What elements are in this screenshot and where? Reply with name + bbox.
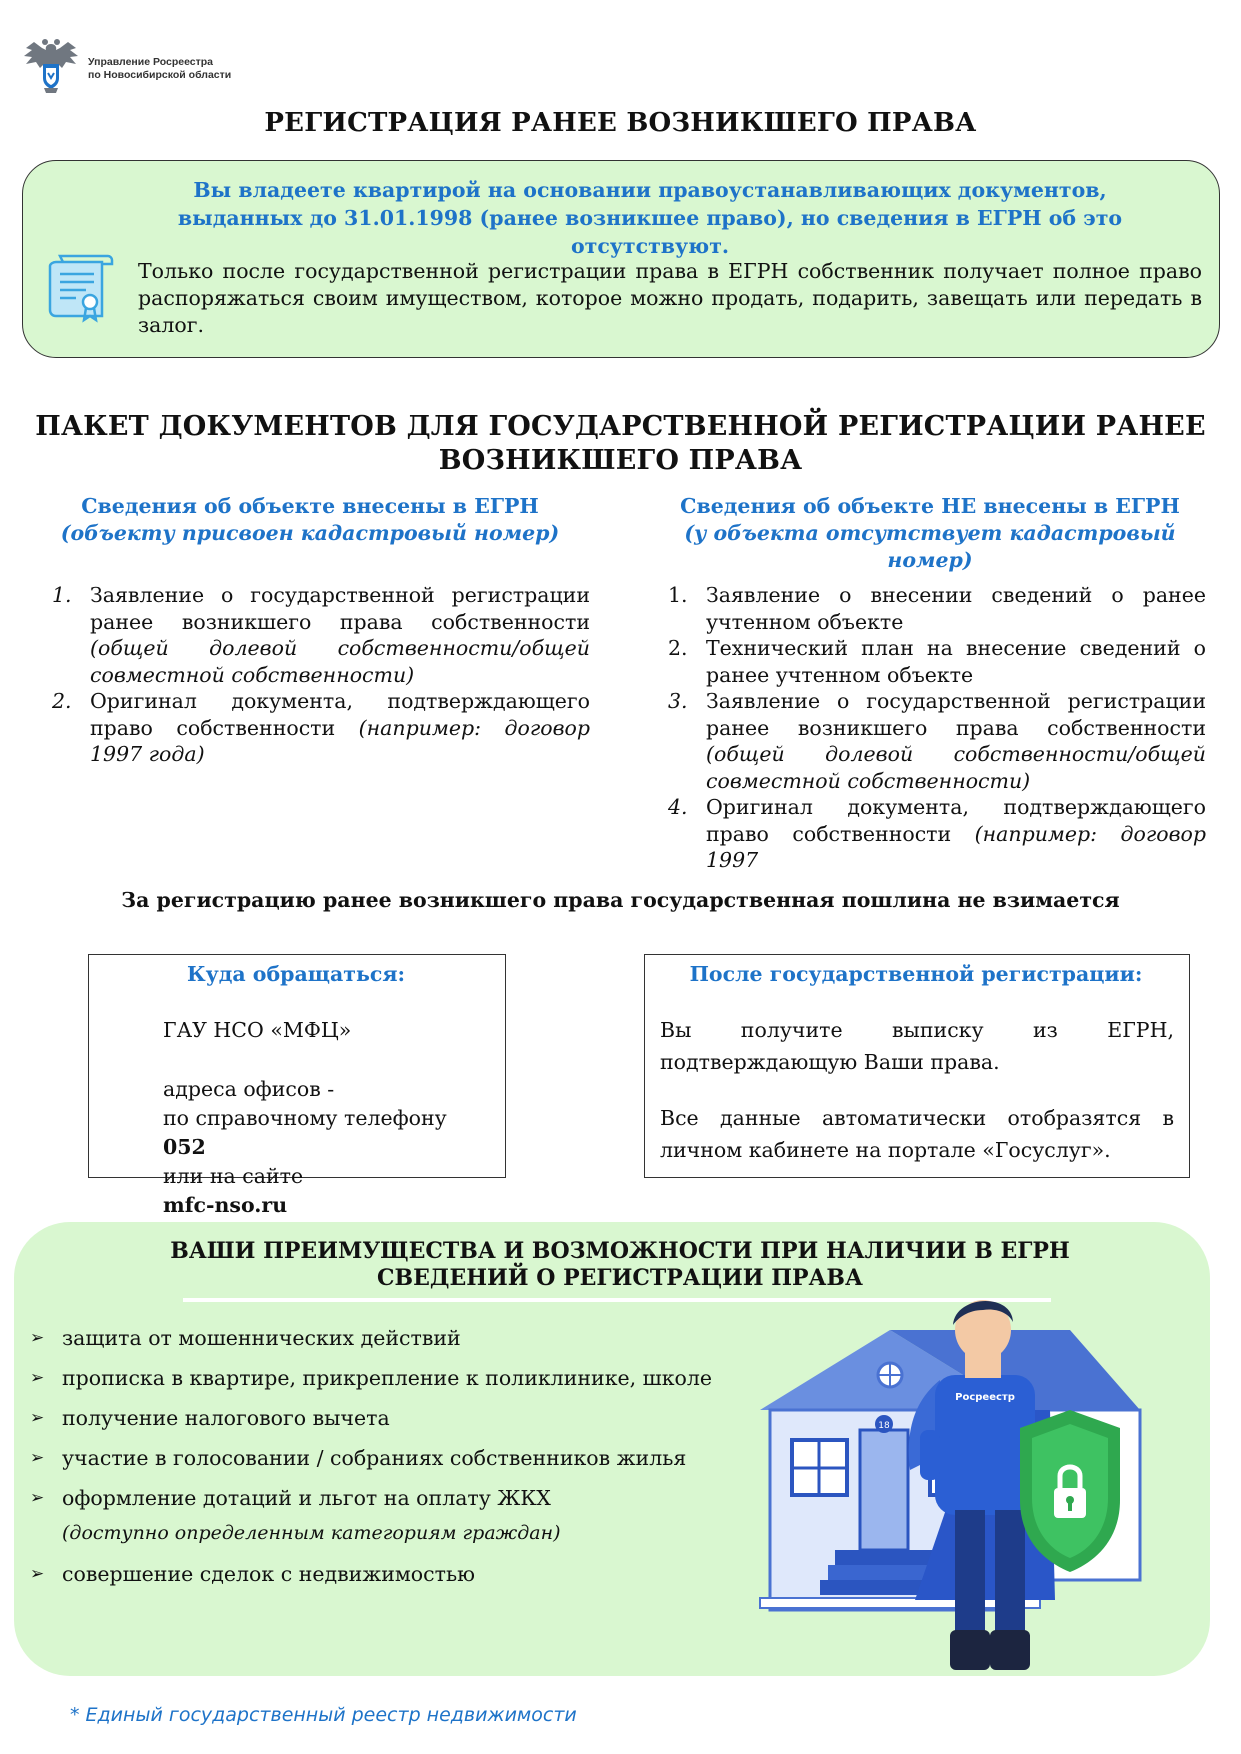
intro-lead-line-1: Вы владеете квартирой на основании правоустанавливающих документов, bbox=[193, 178, 1107, 202]
advantage-text: участие в голосовании / собраниях собственников жилья bbox=[62, 1446, 687, 1470]
footnote: * Единый государственный реестр недвижимости bbox=[70, 1704, 577, 1726]
cape-text: Росреестр bbox=[955, 1392, 1015, 1403]
list-item bbox=[30, 1438, 730, 1478]
phone-number: 052 bbox=[163, 1135, 206, 1159]
list-item-text: Заявление о государственной регистрации ранее возникшего права собственности bbox=[90, 583, 590, 634]
fee-notice: За регистрацию ранее возникшего права государственная пошлина не взимается bbox=[121, 888, 1120, 912]
addr-line-3 bbox=[163, 1162, 447, 1220]
right-column-subhead: (у объекта отсутствует кадастровый номер) bbox=[684, 521, 1176, 572]
left-column-head: Сведения об объекте внесены в ЕГРН bbox=[81, 494, 539, 518]
list-item-note: (общей долевой собственности/общей совместной собственности) bbox=[706, 742, 1206, 793]
documents-package-title-line-2: ВОЗНИКШЕГО ПРАВА bbox=[438, 445, 803, 476]
left-documents-list bbox=[52, 582, 590, 768]
left-column-heading bbox=[50, 493, 570, 547]
list-item-text: Технический план на внесение сведений о ранее учтенном объекте bbox=[706, 636, 1206, 687]
list-item bbox=[668, 794, 1206, 874]
list-item bbox=[30, 1398, 730, 1438]
advantages-title-line-2: СВЕДЕНИЙ О РЕГИСТРАЦИИ ПРАВА bbox=[377, 1265, 863, 1291]
list-item bbox=[30, 1358, 730, 1398]
addr-line-2 bbox=[163, 1104, 447, 1162]
advantage-text: защита от мошеннических действий bbox=[62, 1326, 461, 1350]
arrow-bullet-icon: ➢ bbox=[30, 1488, 45, 1508]
advantage-text: прописка в квартире, прикрепление к поликлинике, школе bbox=[62, 1366, 713, 1390]
intro-lead-line-2: выданных до 31.01.1998 (ранее возникшее право), но сведения в ЕГРН об это отсутствуют. bbox=[177, 206, 1123, 258]
advantages-list bbox=[30, 1318, 730, 1594]
right-documents-list-viewport bbox=[668, 582, 1206, 872]
advantage-text: совершение сделок с недвижимостью bbox=[62, 1562, 475, 1586]
site-link[interactable]: mfc-nso.ru bbox=[163, 1193, 288, 1217]
advantage-text: получение налогового вычета bbox=[62, 1406, 390, 1430]
list-number: 1. bbox=[668, 583, 688, 607]
advantage-note: (доступно определенным категориям граждан) bbox=[62, 1522, 561, 1544]
after-registration-paragraph-1: Вы получите выписку из ЕГРН, подтверждающую Ваши права. bbox=[660, 1018, 1174, 1074]
list-item-text: Заявление о государственной регистрации ранее возникшего права собственности bbox=[706, 689, 1206, 740]
arrow-bullet-icon: ➢ bbox=[30, 1564, 45, 1584]
documents-package-title-line-1: ПАКЕТ ДОКУМЕНТОВ ДЛЯ ГОСУДАРСТВЕННОЙ РЕГИСТРАЦИИ РАНЕЕ bbox=[35, 411, 1206, 442]
where-to-apply-title: Куда обращаться: bbox=[186, 962, 406, 986]
intro-text: Только после государственной регистрации права в ЕГРН собственник получает полное право распоряжаться своим имуществом, которое можно продать, подарить, завещать или передать в залог. bbox=[138, 259, 1202, 337]
right-documents-list bbox=[668, 582, 1206, 874]
rosreestr-eagle-logo bbox=[20, 38, 82, 94]
list-item-note: (например: договор 1997 bbox=[706, 821, 1206, 872]
house-number: 18 bbox=[878, 1421, 890, 1431]
list-item-text: Оригинал документа, подтверждающего право собственности bbox=[90, 689, 590, 740]
advantages-title-line-1: ВАШИ ПРЕИМУЩЕСТВА И ВОЗМОЖНОСТИ ПРИ НАЛИЧИИ В ЕГРН bbox=[170, 1238, 1070, 1264]
list-item-note: (общей долевой собственности/общей совместной собственности) bbox=[90, 636, 590, 687]
list-item-text: Оригинал документа, подтверждающего право собственности bbox=[706, 795, 1206, 846]
advantages-title bbox=[120, 1238, 1120, 1292]
list-item-note: (например: договор 1997 года) bbox=[90, 715, 590, 766]
list-item bbox=[668, 635, 1206, 688]
list-number: 1. bbox=[52, 583, 72, 607]
right-column-head: Сведения об объекте НЕ внесены в ЕГРН bbox=[680, 494, 1180, 518]
list-item-text: Заявление о внесении сведений о ранее учтенном объекте bbox=[706, 583, 1206, 634]
arrow-bullet-icon: ➢ bbox=[30, 1448, 45, 1468]
list-number: 3. bbox=[668, 689, 688, 713]
after-registration-title: После государственной регистрации: bbox=[689, 962, 1143, 986]
org-line-2: по Новосибирской области bbox=[88, 69, 232, 81]
documents-package-title bbox=[0, 410, 1241, 478]
intro-lead bbox=[120, 176, 1180, 260]
arrow-bullet-icon: ➢ bbox=[30, 1368, 45, 1388]
list-number: 2. bbox=[668, 636, 688, 660]
right-column-heading bbox=[650, 493, 1210, 574]
list-item bbox=[30, 1554, 730, 1594]
list-item-note bbox=[30, 1518, 730, 1554]
org-line-1: Управление Росреестра bbox=[88, 56, 214, 68]
list-item bbox=[30, 1318, 730, 1358]
addr-site-label: или на сайте bbox=[163, 1164, 304, 1188]
organization-name bbox=[88, 56, 231, 82]
hero-house-illustration bbox=[740, 1300, 1200, 1676]
list-number: 4. bbox=[668, 795, 688, 819]
left-column-subhead: (объекту присвоен кадастровый номер) bbox=[60, 521, 560, 545]
arrow-bullet-icon: ➢ bbox=[30, 1408, 45, 1428]
mfc-name: ГАУ НСО «МФЦ» bbox=[163, 1018, 352, 1042]
advantage-text: оформление дотаций и льгот на оплату ЖКХ bbox=[62, 1486, 551, 1510]
office-addresses bbox=[163, 1075, 447, 1220]
list-item bbox=[668, 582, 1206, 635]
list-number: 2. bbox=[52, 689, 72, 713]
document-icon bbox=[46, 250, 116, 324]
addr-phone-label: по справочному телефону bbox=[163, 1106, 447, 1130]
addr-line-1: адреса офисов - bbox=[163, 1077, 335, 1101]
page-title: РЕГИСТРАЦИЯ РАНЕЕ ВОЗНИКШЕГО ПРАВА bbox=[264, 108, 977, 138]
list-item bbox=[52, 688, 590, 768]
list-item bbox=[52, 582, 590, 688]
arrow-bullet-icon: ➢ bbox=[30, 1328, 45, 1348]
list-item bbox=[668, 688, 1206, 794]
list-item bbox=[30, 1478, 730, 1518]
after-registration-paragraph-2: Все данные автоматически отобразятся в личном кабинете на портале «Госуслуг». bbox=[660, 1106, 1174, 1162]
